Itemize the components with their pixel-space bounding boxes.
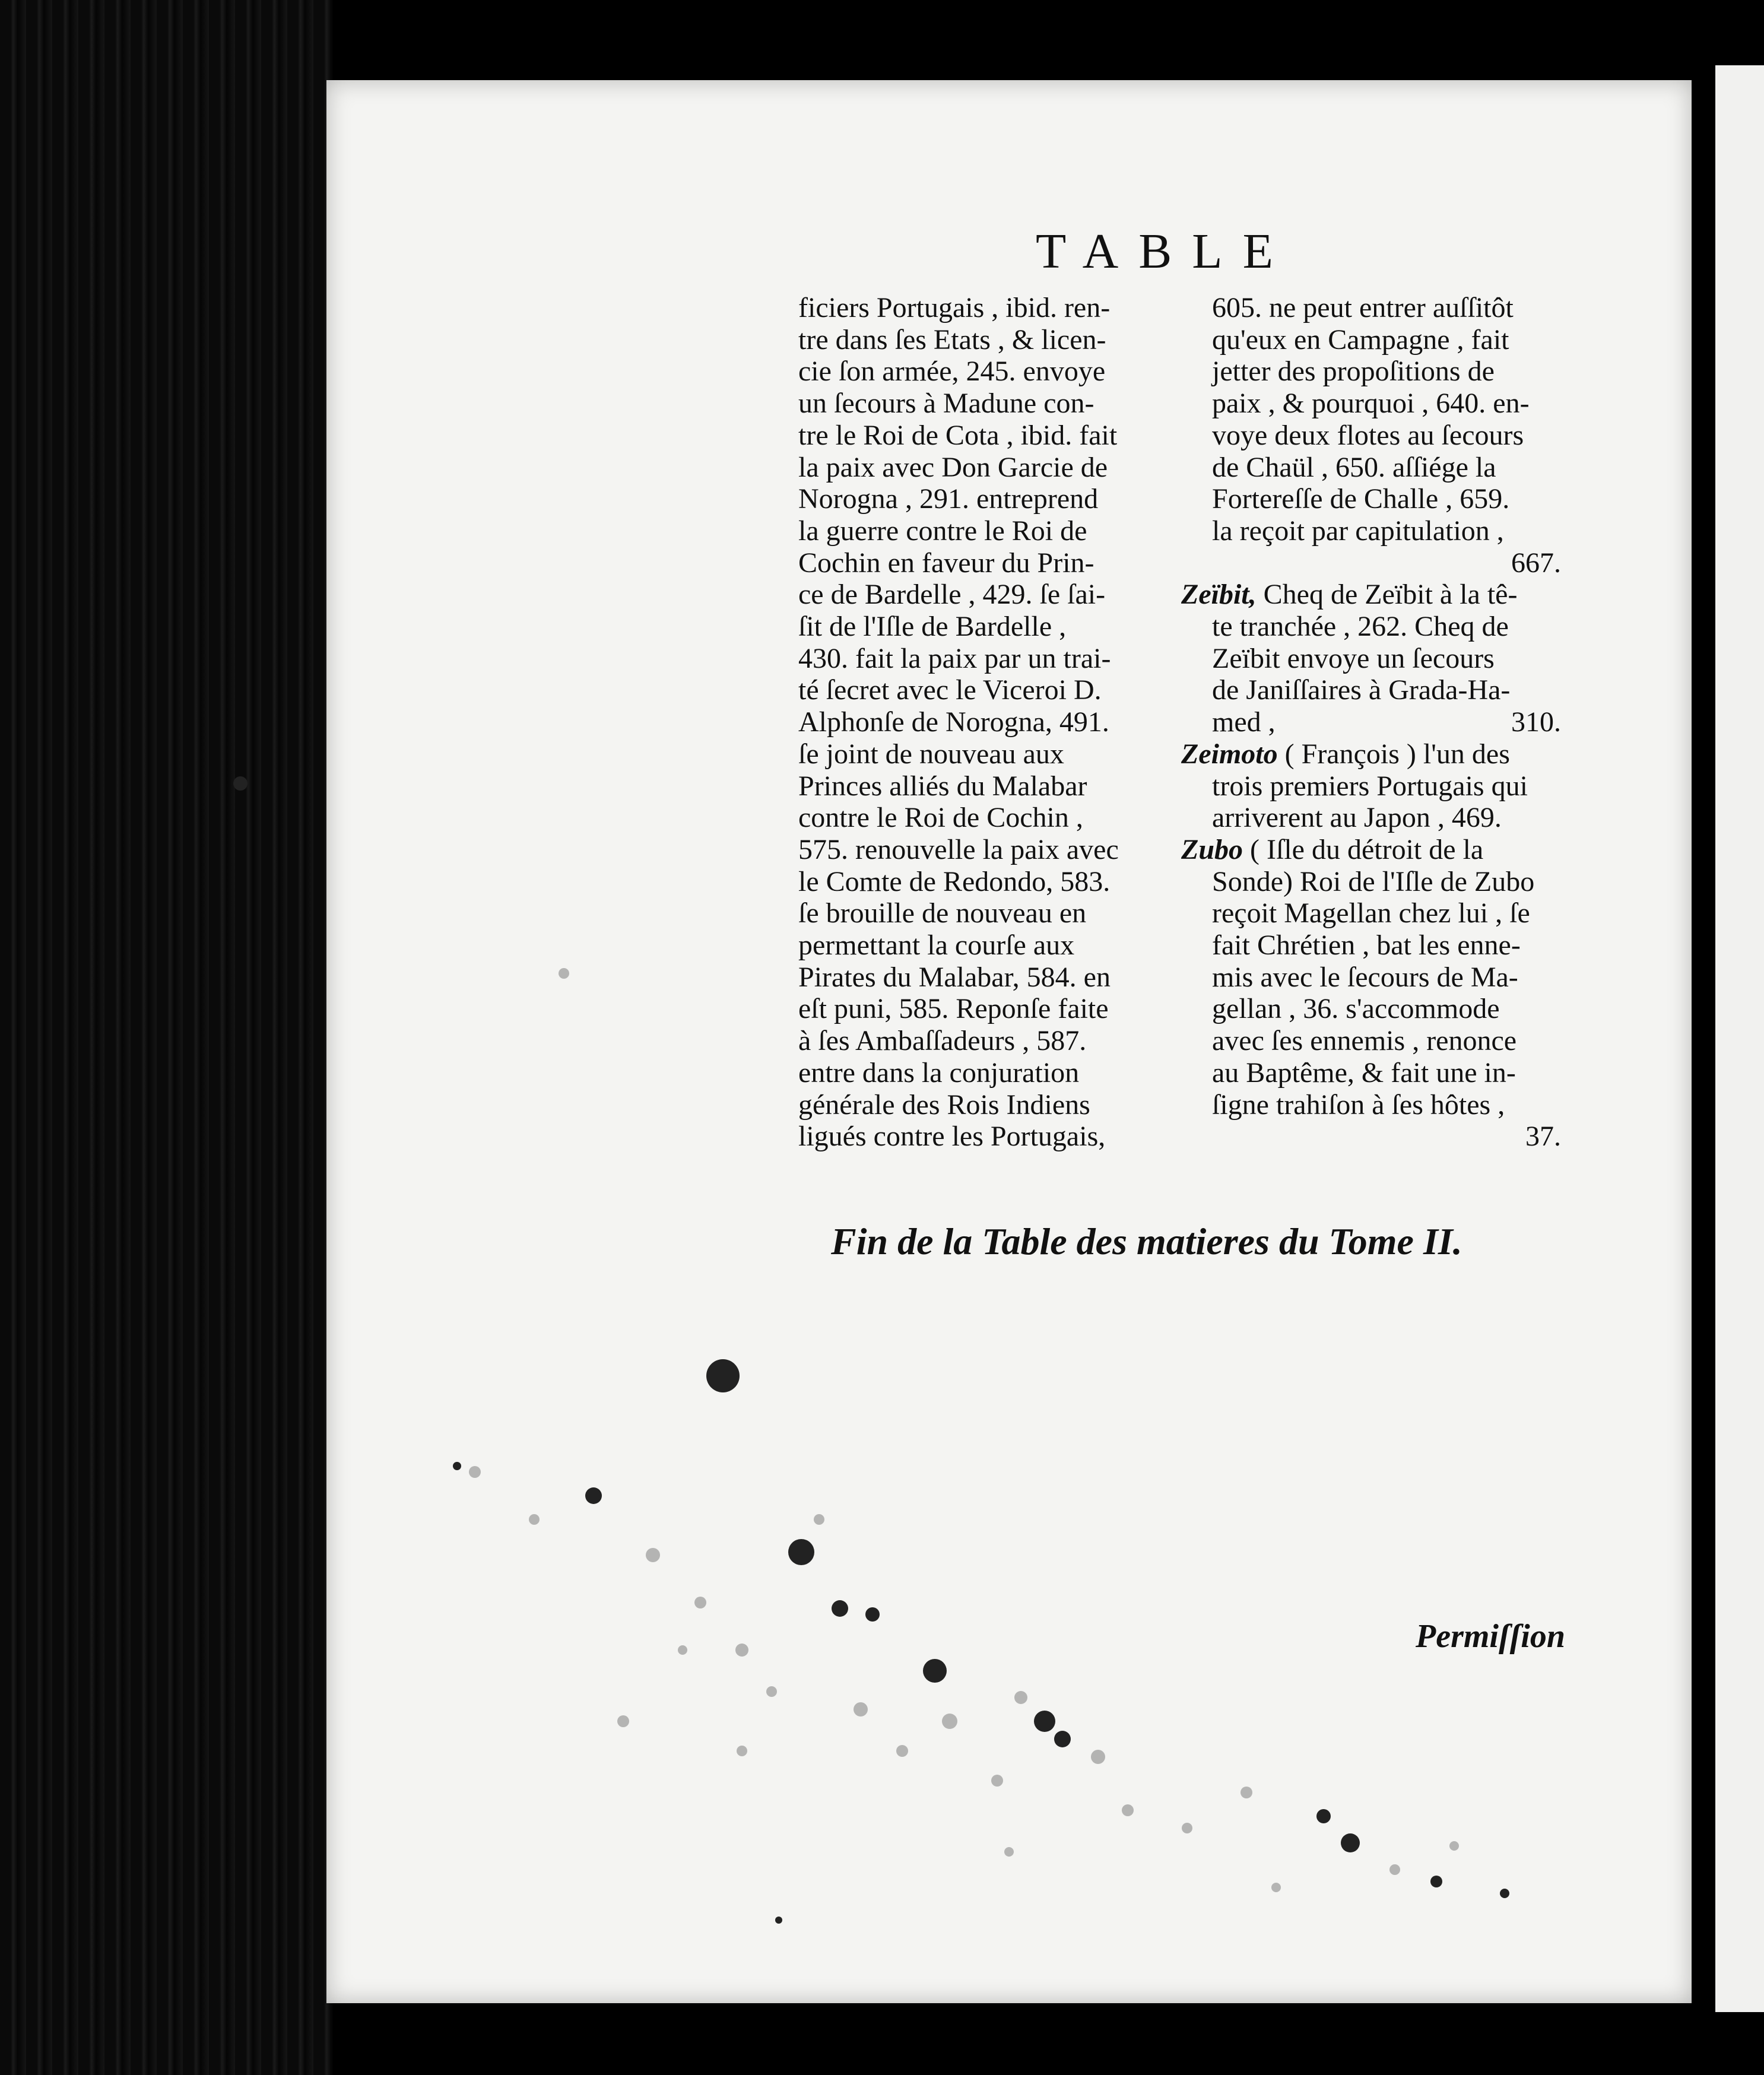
page-reference: 667. [1511,547,1561,579]
text-line: gellan , 36. s'accommode [1212,993,1500,1025]
text-line: contre le Roi de Cochin , [798,802,1083,834]
index-entry-zubo [1181,834,1561,1153]
text-line: le Comte de Redondo, 583. [798,865,1111,897]
text-line: eſt puni, 585. Reponſe faite [798,993,1109,1025]
continuation-entry [1181,292,1561,579]
text-line: permettant la courſe aux [798,929,1075,962]
text-line: jetter des propoſitions de [1212,356,1495,388]
entry-last-line [1212,706,1561,738]
text-line: trois premiers Portugais qui [1212,770,1528,802]
text-line: Cochin en faveur du Prin- [798,547,1094,579]
entry-text: ( François ) l'un des [1277,738,1510,770]
text-line: de Chaül , 650. aſſiége la [1212,451,1496,483]
index-entry-zeibit [1181,579,1561,738]
text-line: mis avec le ſecours de Ma- [1212,961,1518,993]
text-line: Alphonſe de Norogna, 491. [798,706,1109,738]
entry-first-line [1181,834,1561,866]
text-line: ficiers Portugais , ibid. ren- [798,292,1111,323]
text-line: avec ſes ennemis , renonce [1212,1025,1517,1057]
text-line: 430. fait la paix par un trai- [798,642,1111,674]
text-line: Pirates du Malabar, 584. en [798,961,1111,993]
left-column [798,292,1154,1153]
text-line: 605. ne peut entrer auſſitôt [1212,292,1514,323]
text-line: de Janiſſaires à Grada-Ha- [1212,674,1511,706]
page-header: TABLE [1036,224,1293,279]
text-line: te tranchée , 262. Cheq de [1212,611,1509,643]
catchword: Permiſſion [1416,1618,1565,1655]
text-line: la guerre contre le Roi de [798,515,1087,547]
text-line: 575. renouvelle la paix avec [798,833,1119,865]
text-line: ligués contre les Portugais, [798,1121,1106,1153]
text-line: à ſes Ambaſſadeurs , 587. [798,1025,1087,1057]
text-line: Fortereſſe de Challe , 659. [1212,483,1510,515]
text-line: un ſecours à Madune con- [798,388,1094,420]
text-line: qu'eux en Campagne , fait [1212,323,1509,356]
text-line: entre dans la conjuration [798,1056,1080,1089]
text-line: générale des Rois Indiens [798,1089,1090,1121]
index-entry-zeimoto [1181,738,1561,834]
text-line: tre dans ſes Etats , & licen- [798,323,1106,356]
text-line: la reçoit par capitulation , [1212,515,1504,547]
text-line: voye deux flotes au ſecours [1212,419,1524,451]
entry-text: med , [1212,706,1276,738]
text-line: ſe joint de nouveau aux [798,738,1064,770]
page-reference: 37. [1525,1121,1561,1153]
entry-first-line [1181,579,1561,611]
entry-headword: Zeïbit, [1181,579,1257,611]
text-line: reçoit Magellan chez lui , ſe [1212,897,1530,929]
text-line: Sonde) Roi de l'Iſle de Zubo [1212,865,1535,897]
text-line: Zeïbit envoye un ſecours [1212,642,1495,674]
text-line: té ſecret avec le Viceroi D. [798,674,1102,706]
table-end-note: Fin de la Table des matieres du Tome II. [831,1220,1462,1262]
entry-text: Cheq de Zeïbit à la tê- [1256,579,1518,611]
text-line: fait Chrétien , bat les enne- [1212,929,1521,962]
page-reference: 310. [1511,706,1561,738]
text-line: ſigne trahiſon à ſes hôtes , [1212,1089,1505,1121]
entry-headword: Zeimoto [1181,738,1278,770]
text-line: tre le Roi de Cota , ibid. fait [798,419,1118,451]
text-line: ce de Bardelle , 429. ſe ſai- [798,579,1106,611]
text-line: ſe brouille de nouveau en [798,897,1087,929]
text-line: ſit de l'Iſle de Bardelle , [798,611,1067,643]
text-line: Princes alliés du Malabar [798,770,1087,802]
entry-headword: Zubo [1181,833,1243,865]
text-line: au Baptême, & fait une in- [1212,1056,1516,1089]
text-line: la paix avec Don Garcie de [798,451,1108,483]
text-line: Norogna , 291. entreprend [798,483,1099,515]
entry-first-line [1181,738,1561,770]
entry-text: ( Iſle du détroit de la [1243,833,1484,865]
text-line: arriverent au Japon , 469. [1212,802,1502,834]
text-line: paix , & pourquoi , 640. en- [1212,388,1530,420]
text-line: cie ſon armée, 245. envoye [798,356,1106,388]
right-column [1181,292,1561,1153]
